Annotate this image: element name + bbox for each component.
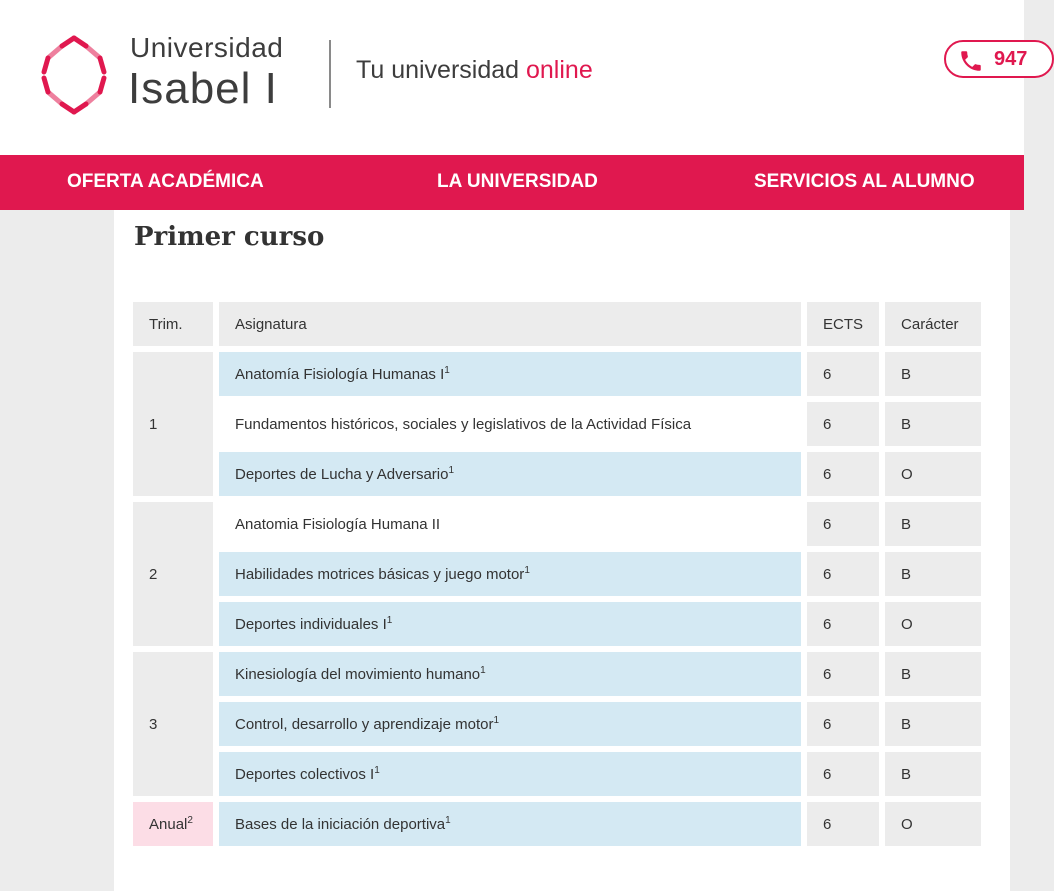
table-header-row xyxy=(133,302,981,346)
character-cell: B xyxy=(885,402,981,446)
tagline xyxy=(356,56,593,85)
subject-name: Deportes de Lucha y Adversario xyxy=(235,465,449,483)
phone-button[interactable] xyxy=(944,40,1054,78)
table-row xyxy=(133,452,981,496)
trim-label: Anual xyxy=(149,815,188,833)
table-row xyxy=(133,502,981,546)
subject-name: Deportes colectivos I xyxy=(235,765,375,783)
footnote-mark: 1 xyxy=(374,764,380,776)
header-trim: Trim. xyxy=(133,302,213,346)
subject-name: Anatomía Fisiología Humanas I xyxy=(235,365,445,383)
footnote-mark: 1 xyxy=(444,364,450,376)
site-header xyxy=(0,0,1028,155)
subject-cell xyxy=(219,652,801,696)
ects-cell: 6 xyxy=(807,652,879,696)
ects-cell: 6 xyxy=(807,452,879,496)
subject-name: Habilidades motrices básicas y juego motor xyxy=(235,565,525,583)
table-row xyxy=(133,752,981,796)
footnote-mark: 2 xyxy=(187,814,193,826)
character-cell: B xyxy=(885,502,981,546)
subject-name: Deportes individuales I xyxy=(235,615,387,633)
subject-name: Control, desarrollo y aprendizaje motor xyxy=(235,715,494,733)
trim-cell: 1 xyxy=(133,352,213,496)
subject-cell xyxy=(219,352,801,396)
character-cell: O xyxy=(885,802,981,846)
footnote-mark: 1 xyxy=(493,714,500,726)
phone-icon xyxy=(958,48,984,74)
character-cell: B xyxy=(885,652,981,696)
logo-text-line2[interactable]: Isabel I xyxy=(128,64,278,113)
subject-cell xyxy=(219,752,801,796)
table-row xyxy=(133,552,981,596)
main-content xyxy=(114,210,1010,891)
header-character: Carácter xyxy=(885,302,981,346)
subject-cell xyxy=(219,602,801,646)
nav-item-servicios-al-alumno[interactable]: SERVICIOS AL ALUMNO xyxy=(754,171,975,192)
subject-name: Anatomia Fisiología Humana II xyxy=(235,515,441,533)
subject-cell xyxy=(219,502,801,546)
table-row xyxy=(133,702,981,746)
character-cell: O xyxy=(885,452,981,496)
footnote-mark: 1 xyxy=(448,464,455,476)
logo-text-line1[interactable]: Universidad xyxy=(130,32,284,63)
footnote-mark: 1 xyxy=(386,614,393,626)
ects-cell: 6 xyxy=(807,402,879,446)
table-row xyxy=(133,652,981,696)
ects-cell: 6 xyxy=(807,602,879,646)
ects-cell: 6 xyxy=(807,352,879,396)
ects-cell: 6 xyxy=(807,552,879,596)
subject-cell xyxy=(219,552,801,596)
header-ects: ECTS xyxy=(807,302,879,346)
ects-cell: 6 xyxy=(807,502,879,546)
table-row xyxy=(133,802,981,846)
logo-divider xyxy=(329,40,331,108)
subject-name: Kinesiología del movimiento humano xyxy=(235,665,481,683)
subject-cell xyxy=(219,452,801,496)
character-cell: B xyxy=(885,702,981,746)
table-row xyxy=(133,602,981,646)
subject-cell xyxy=(219,702,801,746)
nav-item-oferta-academica[interactable]: OFERTA ACADÉMICA xyxy=(67,171,264,192)
header-subject: Asignatura xyxy=(219,302,801,346)
subject-name: Bases de la iniciación deportiva xyxy=(235,815,446,833)
footnote-mark: 1 xyxy=(524,564,530,576)
character-cell: O xyxy=(885,602,981,646)
character-cell: B xyxy=(885,752,981,796)
table-row xyxy=(133,352,981,396)
main-nav xyxy=(0,155,1024,210)
ects-cell: 6 xyxy=(807,802,879,846)
subject-name: Fundamentos históricos, sociales y legislativos de la Actividad Física xyxy=(235,415,692,433)
tagline-text: Tu universidad xyxy=(356,56,526,84)
trim-cell: 2 xyxy=(133,502,213,646)
university-logo-icon[interactable] xyxy=(34,32,114,116)
table-row xyxy=(133,402,981,446)
character-cell: B xyxy=(885,352,981,396)
study-plan-table xyxy=(127,296,987,852)
subject-cell xyxy=(219,802,801,846)
nav-item-la-universidad[interactable]: LA UNIVERSIDAD xyxy=(437,171,598,192)
trim-cell xyxy=(133,802,213,846)
section-title: Primer curso xyxy=(134,222,325,252)
footnote-mark: 1 xyxy=(480,664,486,676)
tagline-accent: online xyxy=(526,56,593,84)
footnote-mark: 1 xyxy=(445,814,451,826)
ects-cell: 6 xyxy=(807,752,879,796)
phone-number: 947 xyxy=(994,48,1028,70)
trim-cell: 3 xyxy=(133,652,213,796)
character-cell: B xyxy=(885,552,981,596)
ects-cell: 6 xyxy=(807,702,879,746)
subject-cell xyxy=(219,402,801,446)
